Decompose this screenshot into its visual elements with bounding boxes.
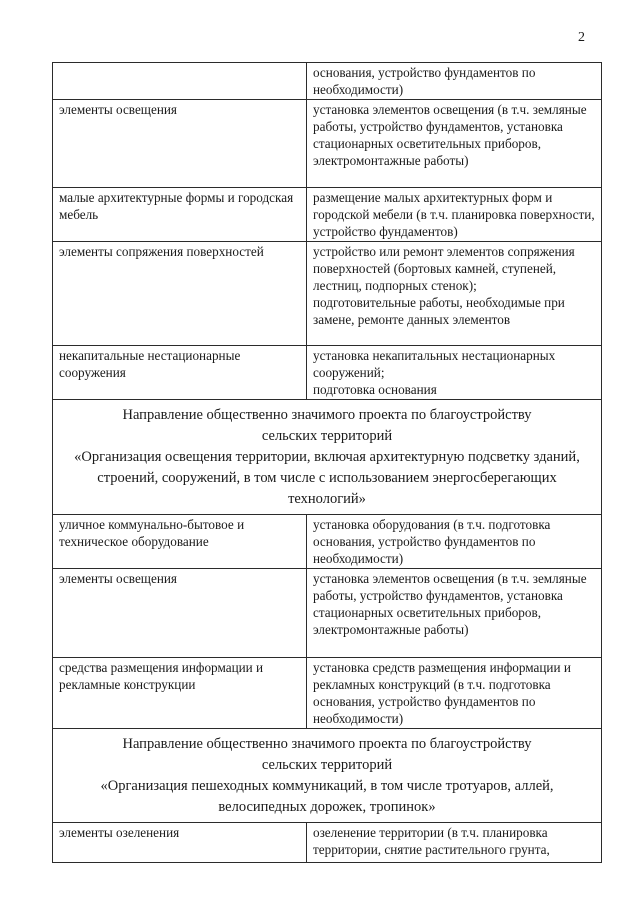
element-cell: элементы озеленения — [53, 823, 307, 863]
section-heading-title: «Организация освещения территории, включая архитектурную подсветку зданий, строений, сооружений, в том числе с использованием энергосберегающих технологий» — [74, 449, 580, 507]
works-cell: установка элементов освещения (в т.ч. земляные работы, устройство фундаментов, установка стационарных осветительных приборов, электромонтажные работы) — [307, 569, 602, 658]
section-heading-row — [53, 729, 602, 823]
page-number: 2 — [578, 30, 585, 45]
works-cell: основания, устройство фундаментов по необходимости) — [307, 63, 602, 100]
element-cell: малые архитектурные формы и городская мебель — [53, 188, 307, 242]
element-cell: элементы освещения — [53, 569, 307, 658]
works-cell: размещение малых архитектурных форм и городской мебели (в т.ч. планировка поверхности, устройство фундаментов) — [307, 188, 602, 242]
table-row — [53, 188, 602, 242]
section-heading — [53, 400, 602, 515]
table-row — [53, 346, 602, 400]
table-row — [53, 658, 602, 729]
section-heading — [53, 729, 602, 823]
works-table — [52, 62, 602, 863]
works-cell: установка элементов освещения (в т.ч. земляные работы, устройство фундаментов, установка стационарных осветительных приборов, электромонтажные работы) — [307, 100, 602, 188]
table-row — [53, 569, 602, 658]
element-cell: элементы освещения — [53, 100, 307, 188]
table-row — [53, 100, 602, 188]
section-heading-line: сельских территорий — [261, 757, 393, 773]
works-cell: установка оборудования (в т.ч. подготовка основания, устройство фундаментов по необходимости) — [307, 515, 602, 569]
table-row — [53, 823, 602, 863]
table-row — [53, 242, 602, 346]
element-cell: некапитальные нестационарные сооружения — [53, 346, 307, 400]
section-heading-row — [53, 400, 602, 515]
section-heading-line: сельских территорий — [261, 428, 393, 444]
section-heading-line: Направление общественно значимого проекта по благоустройству — [122, 407, 532, 423]
section-heading-title: «Организация пешеходных коммуникаций, в том числе тротуаров, аллей, велосипедных дорожек, тропинок» — [100, 778, 554, 815]
table-row — [53, 515, 602, 569]
works-cell: озеленение территории (в т.ч. планировка территории, снятие растительного грунта, — [307, 823, 602, 863]
element-cell: средства размещения информации и рекламные конструкции — [53, 658, 307, 729]
section-heading-line: Направление общественно значимого проекта по благоустройству — [122, 736, 532, 752]
element-cell: уличное коммунально-бытовое и техническое оборудование — [53, 515, 307, 569]
works-cell: устройство или ремонт элементов сопряжения поверхностей (бортовых камней, ступеней, лестниц, подпорных стенок); подготовительные работы, необходимые при замене, ремонте данных элементов — [307, 242, 602, 346]
works-cell: установка некапитальных нестационарных сооружений; подготовка основания — [307, 346, 602, 400]
works-cell: установка средств размещения информации и рекламных конструкций (в т.ч. подготовка основания, устройство фундаментов по необходимости) — [307, 658, 602, 729]
table-row — [53, 63, 602, 100]
element-cell: элементы сопряжения поверхностей — [53, 242, 307, 346]
element-cell — [53, 63, 307, 100]
